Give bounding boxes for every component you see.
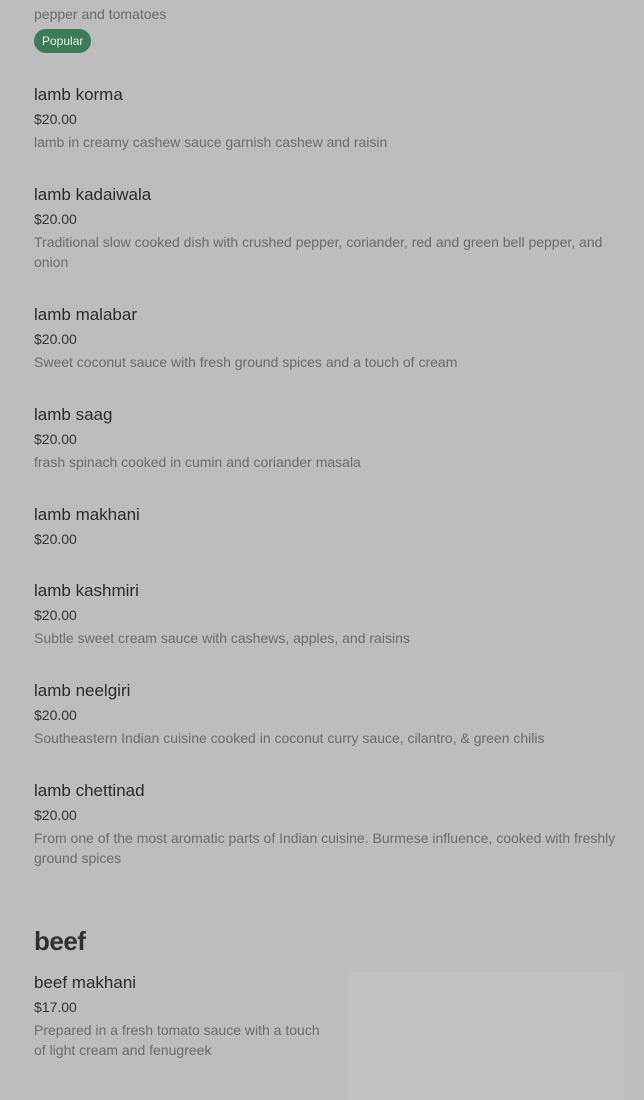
item-price: $20.00: [34, 431, 77, 447]
item-price: $20.00: [34, 111, 77, 127]
menu-item-lamb-chettinad[interactable]: [34, 780, 624, 868]
item-price: $20.00: [34, 331, 77, 347]
item-price: $20.00: [34, 607, 77, 623]
item-description: Southeastern Indian cuisine cooked in coconut curry sauce, cilantro, & green chilis: [34, 730, 545, 746]
menu-item-beef-makhani[interactable]: [34, 972, 334, 1060]
item-name: lamb makhani: [34, 505, 140, 524]
menu-item-lamb-kashmiri[interactable]: [34, 580, 624, 648]
item-image-placeholder[interactable]: [348, 972, 624, 1100]
item-price: $20.00: [34, 807, 77, 823]
item-name: beef makhani: [34, 973, 137, 992]
item-description: frash spinach cooked in cumin and coriander masala: [34, 454, 361, 470]
item-price: $20.00: [34, 211, 77, 227]
item-description: Subtle sweet cream sauce with cashews, apples, and raisins: [34, 630, 410, 646]
menu-item-lamb-korma[interactable]: [34, 84, 624, 152]
item-description: From one of the most aromatic parts of Indian cuisine. Burmese influence, cooked with freshly ground spices: [34, 830, 616, 866]
popular-badge: Popular: [34, 29, 91, 53]
item-price: $17.00: [34, 999, 77, 1015]
item-description: Prepared in a fresh tomato sauce with a touch of light cream and fenugreek: [34, 1022, 320, 1058]
section-title-beef: beef: [34, 926, 86, 956]
item-price: $20.00: [34, 707, 77, 723]
menu-item-lamb-makhani[interactable]: [34, 504, 624, 549]
item-name: lamb saag: [34, 405, 113, 424]
previous-item-description: [34, 4, 624, 24]
menu-item-lamb-saag[interactable]: [34, 404, 624, 472]
item-name: lamb korma: [34, 85, 123, 104]
menu-item-lamb-malabar[interactable]: [34, 304, 624, 372]
item-description: lamb in creamy cashew sauce garnish cashew and raisin: [34, 134, 388, 150]
item-name: lamb kadaiwala: [34, 185, 152, 204]
item-name: lamb malabar: [34, 305, 137, 324]
item-description: Sweet coconut sauce with fresh ground spices and a touch of cream: [34, 354, 458, 370]
description-text: pepper and tomatoes: [34, 6, 167, 22]
menu-item-lamb-neelgiri[interactable]: [34, 680, 624, 748]
item-name: lamb chettinad: [34, 781, 145, 800]
item-name: lamb neelgiri: [34, 681, 131, 700]
item-description: Traditional slow cooked dish with crushed pepper, coriander, red and green bell pepper, and onion: [34, 234, 603, 270]
menu-item-lamb-kadaiwala[interactable]: [34, 184, 624, 272]
item-name: lamb kashmiri: [34, 581, 139, 600]
item-price: $20.00: [34, 531, 77, 547]
